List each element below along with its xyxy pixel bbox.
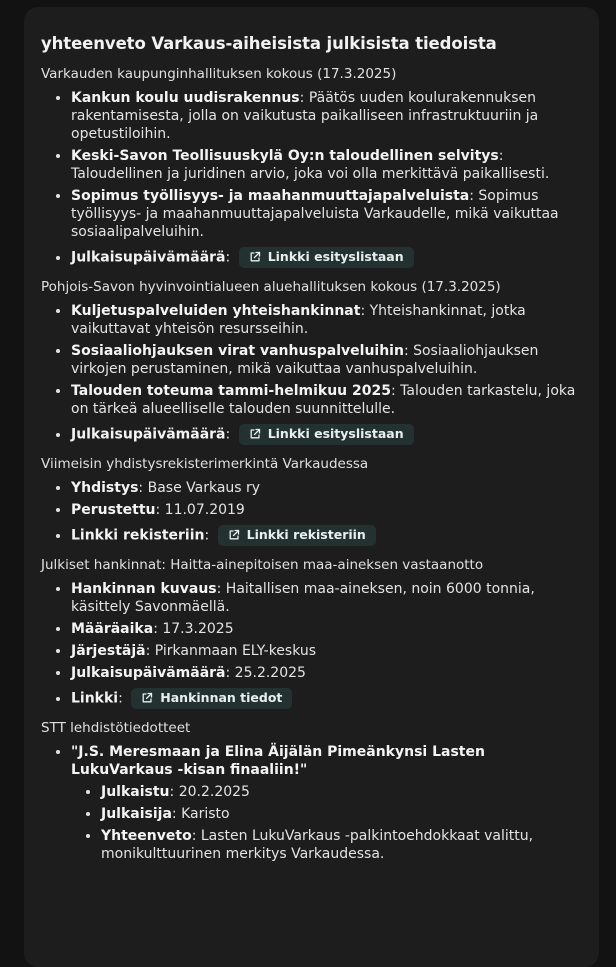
list-item: • Kankun koulu uudisrakennus: Päätös uuden koulurakennuksen rakentamisesta, jolla on vaikutusta paikalliseen infrastruktuuriin ja opetustiloihin. xyxy=(71,89,583,143)
list-item: • Julkaisija: Karisto xyxy=(101,805,583,823)
registry-link-button[interactable]: Linkki rekisteriin xyxy=(218,525,376,546)
list-item: • Perustettu: 11.07.2019 xyxy=(71,501,583,519)
list-item: • Kuljetuspalveluiden yhteishankinnat: Yhteishankinnat, jotka vaikuttavat yhteisön resursseihin. xyxy=(71,302,583,338)
list-item-link: • Julkaisupäivämäärä: Linkki esityslistaan xyxy=(71,247,583,268)
list-item: • Sosiaaliohjauksen virat vanhuspalveluihin: Sosiaaliohjauksen virkojen perustaminen, mikä vaikuttaa vanhuspalveluihin. xyxy=(71,342,583,378)
list-item: • Järjestäjä: Pirkanmaan ELY-keskus xyxy=(71,642,583,660)
section-public-procurement xyxy=(41,556,583,709)
summary-title: yhteenveto Varkaus-aiheisista julkisista tiedoista xyxy=(41,34,497,53)
agenda-link-button[interactable]: Linkki esityslistaan xyxy=(239,424,414,445)
list-item: • Sopimus työllisyys- ja maahanmuuttajapalveluista: Sopimus työllisyys- ja maahanmuuttajapalveluista Varkaudelle, mikä vaikuttaa sosiaalipalveluihin. xyxy=(71,187,583,241)
section-city-board xyxy=(41,65,583,268)
list-item-link: • Julkaisupäivämäärä: Linkki esityslistaan xyxy=(71,424,583,445)
section-welfare-board xyxy=(41,278,583,445)
list-item: • Hankinnan kuvaus: Haitallisen maa-aineksen, noin 6000 tonnia, käsittely Savonmäellä. xyxy=(71,580,583,616)
section-heading: Pohjois-Savon hyvinvointialueen aluehallituksen kokous (17.3.2025) xyxy=(41,279,501,295)
section-association-registry xyxy=(41,455,583,546)
list-item: • Määräaika: 17.3.2025 xyxy=(71,620,583,638)
item-list xyxy=(41,89,583,268)
list-item: • Julkaistu: 20.2.2025 xyxy=(101,783,583,801)
external-link-icon xyxy=(249,428,261,440)
list-item: • Keski-Savon Teollisuuskylä Oy:n taloudellinen selvitys: Taloudellinen ja juridinen arvio, joka voi olla merkittävä paikallisesti. xyxy=(71,147,583,183)
section-press-releases xyxy=(41,719,583,863)
item-list xyxy=(41,302,583,445)
item-list xyxy=(41,479,583,546)
press-release-title: "J.S. Meresmaan ja Elina Äijälän Pimeänkynsi Lasten LukuVarkaus -kisan finaaliin!" xyxy=(71,744,485,778)
section-heading: Julkiset hankinnat: Haitta-ainepitoisen maa-aineksen vastaanotto xyxy=(41,557,484,573)
item-list xyxy=(41,743,583,863)
section-heading: STT lehdistötiedotteet xyxy=(41,720,191,736)
summary-card xyxy=(24,7,599,967)
list-item: • Talouden toteuma tammi-helmikuu 2025: Talouden tarkastelu, joka on tärkeä alueelliselle talouden suunnittelulle. xyxy=(71,382,583,418)
section-heading: Viimeisin yhdistysrekisterimerkintä Varkaudessa xyxy=(41,456,369,472)
procurement-link-button[interactable]: Hankinnan tiedot xyxy=(131,688,292,709)
section-heading: Varkauden kaupunginhallituksen kokous (17.3.2025) xyxy=(41,66,397,82)
list-item-link: • Linkki rekisteriin: Linkki rekisteriin xyxy=(71,525,583,546)
item-list xyxy=(41,580,583,709)
list-item: • Yhteenveto: Lasten LukuVarkaus -palkintoehdokkaat valittu, monikulttuurinen merkitys Varkaudessa. xyxy=(101,827,583,863)
external-link-icon xyxy=(249,251,261,263)
external-link-icon xyxy=(141,692,153,704)
list-item-link: • Linkki: Hankinnan tiedot xyxy=(71,688,583,709)
list-item: • Julkaisupäivämäärä: 25.2.2025 xyxy=(71,664,583,682)
external-link-icon xyxy=(228,529,240,541)
press-release-details xyxy=(71,783,583,863)
list-item: • Yhdistys: Base Varkaus ry xyxy=(71,479,583,497)
agenda-link-button[interactable]: Linkki esityslistaan xyxy=(239,247,414,268)
press-release-item xyxy=(71,743,583,863)
